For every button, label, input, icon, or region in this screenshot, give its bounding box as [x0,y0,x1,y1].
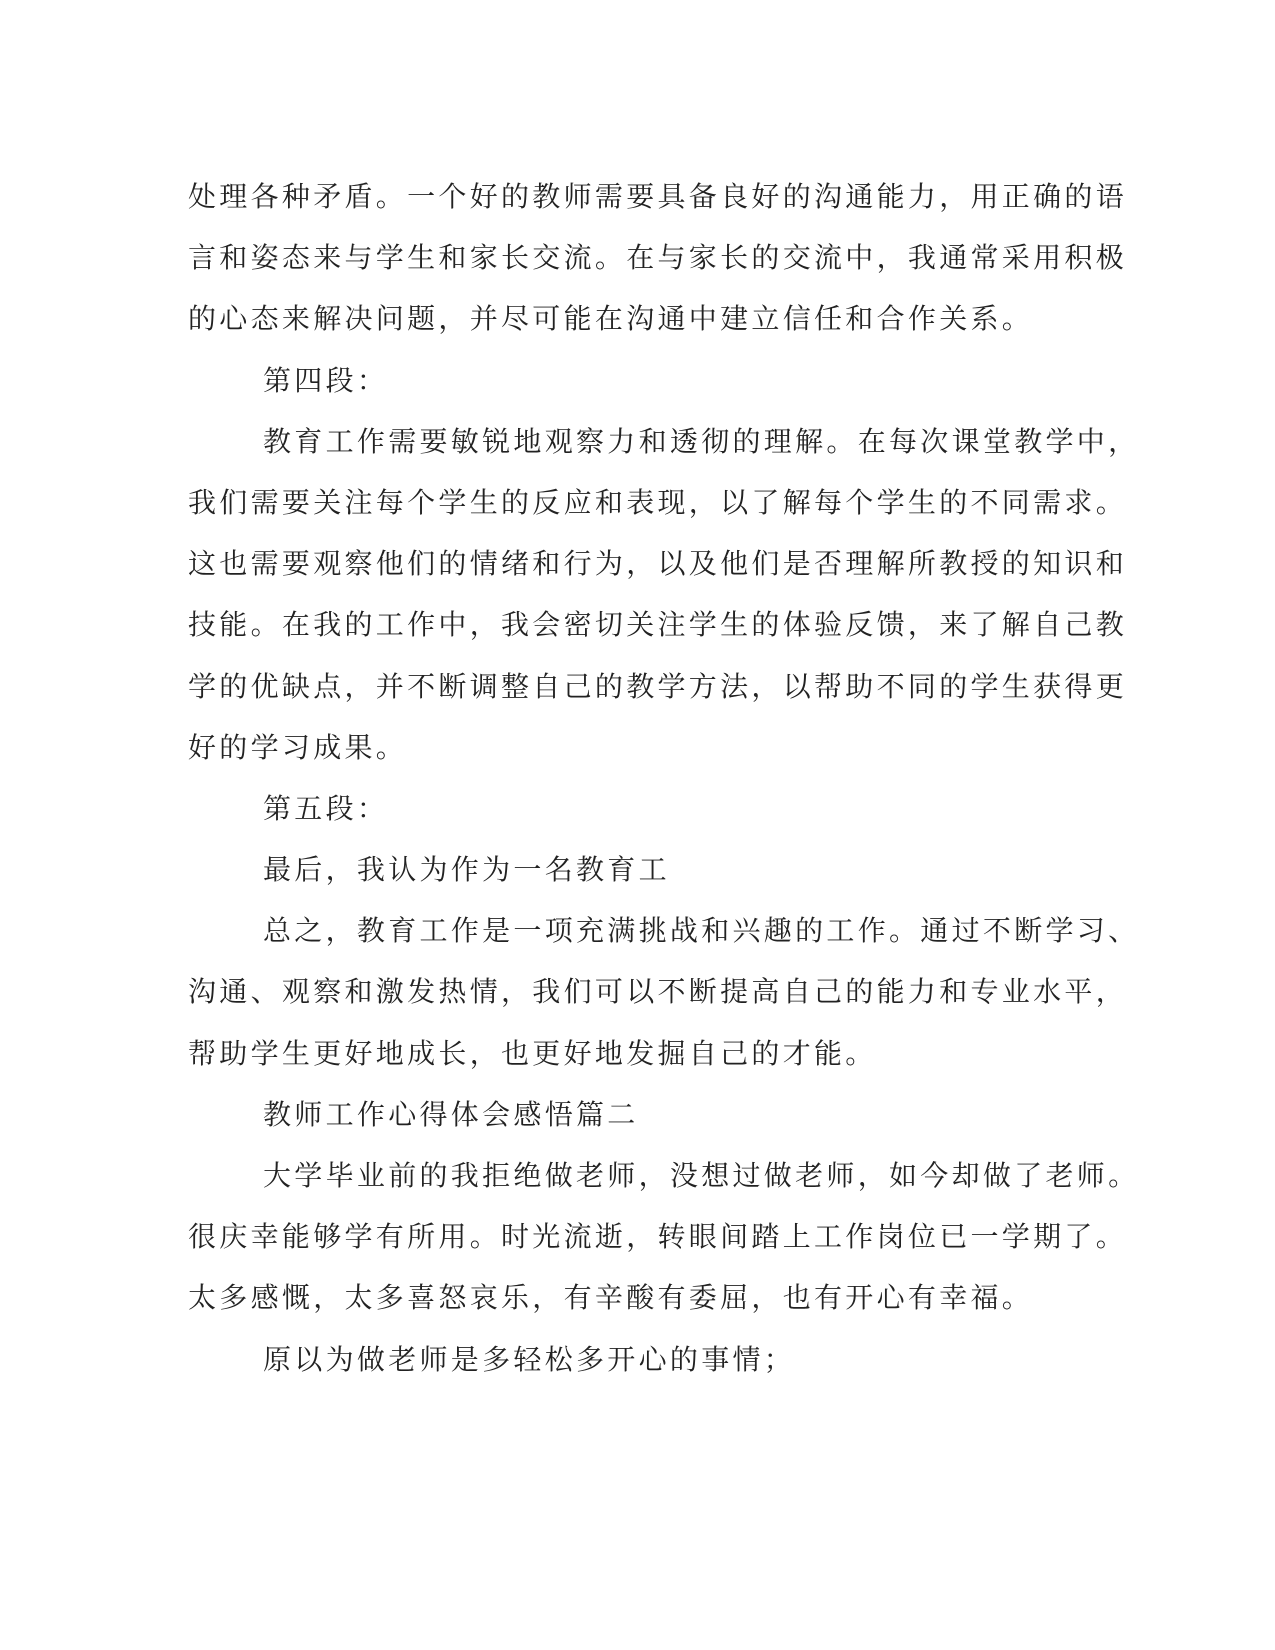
text-line: 原以为做老师是多轻松多开心的事情； [263,1342,796,1376]
document-body [188,166,1140,1390]
text-line: 学的优缺点，并不断调整自己的教学方法，以帮助不同的学生获得更 [188,669,1128,703]
text-line: 言和姿态来与学生和家长交流。在与家长的交流中，我通常采用积极 [188,241,1128,275]
section-heading: 第五段： [263,791,389,825]
text-line: 技能。在我的工作中，我会密切关注学生的体验反馈，来了解自己教 [188,608,1128,642]
text-line: 很庆幸能够学有所用。时光流逝，转眼间踏上工作岗位已一学期了。 [188,1220,1128,1254]
text-line: 处理各种矛盾。一个好的教师需要具备良好的沟通能力，用正确的语 [188,180,1128,213]
text-line: 我们需要关注每个学生的反应和表现，以了解每个学生的不同需求。 [188,485,1128,519]
section-heading: 第四段： [263,363,389,397]
article-title: 教师工作心得体会感悟篇二 [263,1097,639,1131]
text-line: 沟通、观察和激发热情，我们可以不断提高自己的能力和专业水平， [188,975,1128,1009]
text-line: 教育工作需要敏锐地观察力和透彻的理解。在每次课堂教学中， [263,424,1140,458]
text-line: 的心态来解决问题，并尽可能在沟通中建立信任和合作关系。 [188,302,1034,336]
text-line: 这也需要观察他们的情绪和行为，以及他们是否理解所教授的知识和 [188,547,1128,581]
text-line: 帮助学生更好地成长，也更好地发掘自己的才能。 [188,1036,877,1070]
text-line: 大学毕业前的我拒绝做老师，没想过做老师，如今却做了老师。 [263,1159,1140,1192]
text-line: 最后，我认为作为一名教育工 [263,853,670,887]
text-line: 总之，教育工作是一项充满挑战和兴趣的工作。通过不断学习、 [263,914,1140,948]
text-line: 好的学习成果。 [188,730,408,764]
text-line: 太多感慨，太多喜怒哀乐，有辛酸有委屈，也有开心有幸福。 [188,1281,1034,1315]
